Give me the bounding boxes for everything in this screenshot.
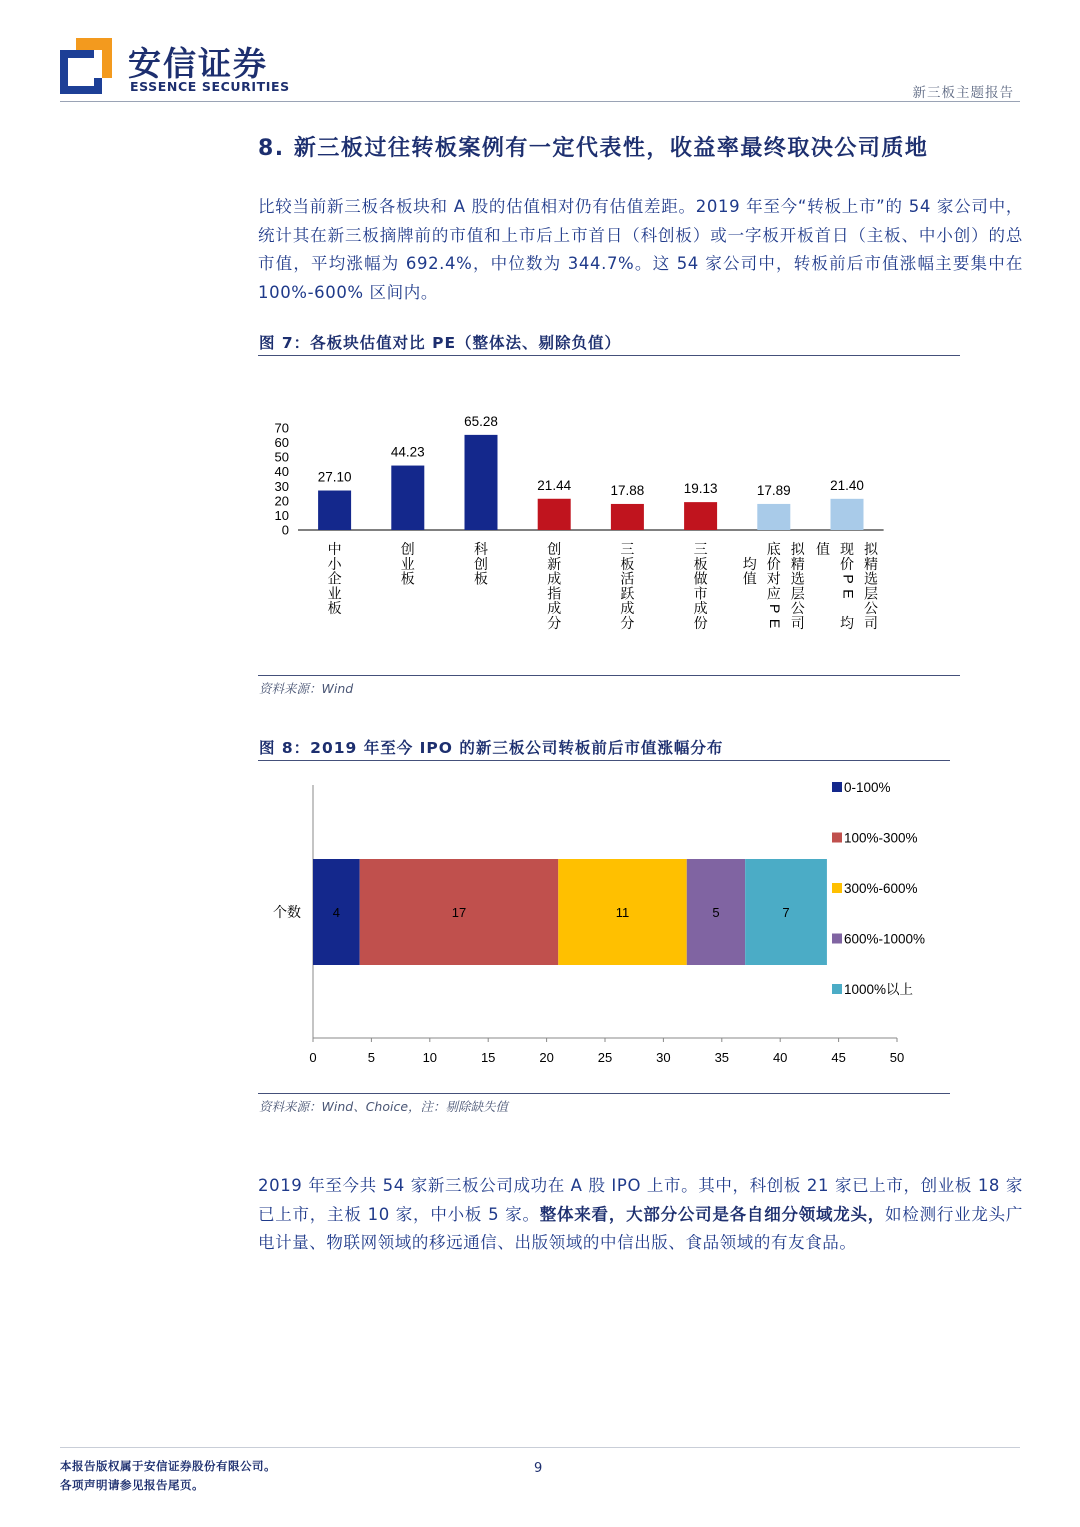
x-tick-label: 15: [480, 1050, 496, 1065]
header-divider: [60, 101, 1020, 102]
category-label-char: 应: [766, 585, 781, 602]
figure8-title: 图 8：2019 年至今 IPO 的新三板公司转板前后市值涨幅分布: [259, 739, 724, 757]
pe-bar-chart: [258, 360, 960, 675]
category-label-char: 选: [864, 570, 878, 587]
category-label-char: P: [767, 604, 784, 614]
bar-3: [465, 435, 498, 530]
bar-value-label: 21.44: [537, 477, 572, 493]
legend-swatch: [832, 833, 842, 843]
category-label-char: 分: [620, 615, 635, 631]
category-label-char: 小: [327, 555, 342, 572]
category-label-char: 板: [327, 600, 342, 617]
x-tick-label: 5: [367, 1050, 376, 1065]
report-type: 新三板主题报告: [912, 85, 1014, 101]
category-label-char: 拟: [864, 541, 878, 557]
category-label-char: 成: [693, 600, 708, 617]
x-tick-label: 30: [656, 1050, 671, 1065]
category-label-char: 值: [816, 541, 830, 557]
x-tick-label: 25: [597, 1050, 613, 1065]
brand-name-cn: 安信证券: [128, 44, 268, 83]
category-label-char: 份: [693, 615, 708, 631]
category-label-char: 司: [790, 615, 805, 631]
y-tick-label: 10: [274, 507, 289, 523]
distribution-stacked-bar-chart: [258, 765, 950, 1090]
legend-swatch: [832, 782, 842, 792]
conclusion-paragraph: [258, 1172, 1023, 1258]
segment-value-label: 4: [332, 905, 340, 920]
bar-4: [538, 499, 571, 530]
figure8-top-rule: [258, 760, 950, 761]
category-label-char: 分: [547, 615, 562, 631]
footer-copyright: 本报告版权属于安信证券股份有限公司。: [60, 1459, 276, 1473]
category-label: [620, 541, 634, 631]
category-label-char: 企: [327, 570, 342, 587]
category-label-char: 板: [620, 555, 635, 572]
category-label-char: 指: [547, 585, 562, 602]
category-label-char: 底: [766, 541, 781, 557]
figure7-title: 图 7：各板块估值对比 PE（整体法、剔除负值）: [259, 334, 622, 352]
x-tick-label: 0: [309, 1050, 317, 1065]
x-tick-label: 45: [831, 1050, 846, 1065]
category-label: [816, 541, 879, 631]
legend-swatch: [832, 934, 842, 944]
brand-name-en: ESSENCE SECURITIES: [130, 79, 290, 94]
category-label-char: 公: [790, 600, 805, 617]
bar-value-label: 19.13: [683, 481, 718, 497]
category-label-char: 精: [864, 555, 878, 572]
category-label-char: 新: [547, 555, 562, 572]
legend-swatch: [832, 984, 842, 994]
category-label: [743, 541, 806, 631]
category-label-char: 创: [474, 555, 488, 572]
category-label-char: 板: [474, 570, 488, 587]
category-label-char: 选: [790, 570, 805, 587]
bar-6: [684, 502, 717, 530]
category-label-char: P: [840, 574, 857, 584]
legend-label: 300%-600%: [844, 881, 918, 896]
segment-value-label: 5: [712, 905, 720, 920]
category-label-char: 创: [400, 541, 415, 557]
category-label-char: 做: [693, 570, 708, 587]
figure8-bottom-rule: [258, 1093, 950, 1094]
essence-logo-icon: [60, 38, 112, 94]
category-label-char: 层: [790, 585, 805, 602]
category-label-char: 均: [742, 555, 757, 572]
category-label-char: 板: [693, 555, 708, 572]
figure8-source: 资料来源：Wind、Choice，注：剔除缺失值: [259, 1099, 509, 1114]
intro-paragraph: 比较当前新三板各板块和 A 股的估值相对仍有估值差距。2019 年至今“转板上市”的 54 家公司中，统计其在新三板摘牌前的市值和上市后上市首日（科创板）或一字板开板首日（主板、中小创）的总市值，平均涨幅为 692.4%，中位数为 344.7%。这 54 家公司中，转板前后市值涨幅主要集中在 100%-600% 区间内。: [258, 197, 1023, 302]
category-label-char: 公: [864, 600, 878, 617]
conclusion-text-2: 如检测行业龙头广电计量、物联网领域的移远通信、出版领域的中信出版、食品领域的有友食品。: [258, 1204, 1023, 1252]
x-tick-label: 10: [422, 1050, 438, 1065]
legend-swatch: [832, 883, 842, 893]
bar-value-label: 65.28: [464, 413, 498, 429]
bar-value-label: 21.40: [830, 477, 864, 493]
bar-8: [831, 499, 864, 530]
bar-value-label: 17.88: [610, 482, 645, 498]
category-label: [547, 541, 561, 631]
bar-value-label: 17.89: [756, 482, 791, 498]
page-number: 9: [534, 1461, 543, 1476]
category-label-char: 均: [840, 615, 854, 631]
y-tick-label: 0: [281, 522, 289, 538]
category-label-char: 值: [742, 570, 757, 587]
y-tick-label: 60: [274, 435, 289, 451]
category-label-char: 价: [840, 555, 854, 572]
category-label-char: 成: [620, 600, 635, 617]
category-label-char: 板: [400, 570, 415, 587]
figure7-top-rule: [258, 355, 960, 356]
footer-divider: [60, 1447, 1020, 1448]
category-label-char: 科: [474, 541, 488, 557]
x-tick-label: 20: [539, 1050, 554, 1065]
footer-disclaimer: 各项声明请参见报告尾页。: [60, 1478, 204, 1492]
category-label-char: E: [767, 618, 784, 629]
category-label-char: 业: [400, 555, 415, 572]
bar-5: [611, 504, 644, 530]
bar-7: [757, 504, 790, 530]
category-label-char: 精: [790, 555, 805, 572]
category-label-char: 价: [766, 555, 781, 572]
category-label-char: 跃: [620, 585, 635, 602]
y-tick-label: 40: [274, 464, 289, 480]
category-label: [328, 541, 343, 616]
legend-label: 100%-300%: [844, 830, 918, 846]
category-label: [474, 541, 488, 587]
category-label-char: 三: [693, 541, 708, 557]
category-label-char: E: [840, 589, 857, 599]
figure7-bottom-rule: [258, 675, 960, 676]
y-tick-label: 30: [274, 478, 289, 494]
category-label-char: 活: [620, 570, 635, 587]
x-tick-label: 40: [772, 1050, 788, 1065]
section-title: 8. 新三板过往转板案例有一定代表性，收益率最终取决公司质地: [258, 136, 929, 161]
figure7-source: 资料来源：Wind: [259, 681, 354, 696]
conclusion-text-1: 2019 年至今共 54 家新三板公司成功在 A 股 IPO 上市。其中，科创板 21 家已上市，创业板 18 家已上市，主板 10 家，中小板 5 家。: [258, 1176, 1023, 1224]
category-label-char: 成: [547, 600, 562, 617]
segment-value-label: 7: [782, 905, 790, 920]
legend-label: 600%-1000%: [844, 931, 926, 947]
y-tick-label: 50: [274, 449, 289, 465]
category-label-char: 层: [864, 585, 878, 602]
bar-1: [318, 491, 351, 530]
category-label-char: 业: [327, 585, 342, 602]
bar-2: [391, 466, 424, 530]
category-label-char: 现: [840, 541, 854, 557]
segment-value-label: 17: [451, 905, 467, 920]
legend-label: 0-100%: [844, 780, 891, 795]
category-label-char: 三: [620, 541, 635, 557]
category-label-char: 对: [766, 570, 781, 587]
x-tick-label: 50: [889, 1050, 905, 1065]
y-tick-label: 70: [274, 420, 289, 436]
category-label: [401, 541, 415, 587]
category-label: 个数: [273, 904, 301, 920]
category-label-char: 司: [864, 615, 878, 631]
legend-label: 1000%以上: [844, 982, 914, 997]
bar-value-label: 44.23: [390, 444, 425, 460]
y-tick-label: 20: [274, 493, 289, 509]
category-label-char: 拟: [790, 541, 805, 557]
category-label: [694, 541, 708, 631]
conclusion-highlight: 整体来看，大部分公司是各自细分领域龙头，: [539, 1204, 886, 1224]
segment-value-label: 11: [615, 905, 630, 920]
category-label-char: 成: [547, 570, 562, 587]
category-label-char: 创: [547, 541, 562, 557]
category-label-char: 中: [327, 541, 342, 557]
x-tick-label: 35: [714, 1050, 730, 1065]
bar-value-label: 27.10: [317, 469, 352, 485]
category-label-char: 市: [693, 585, 708, 602]
